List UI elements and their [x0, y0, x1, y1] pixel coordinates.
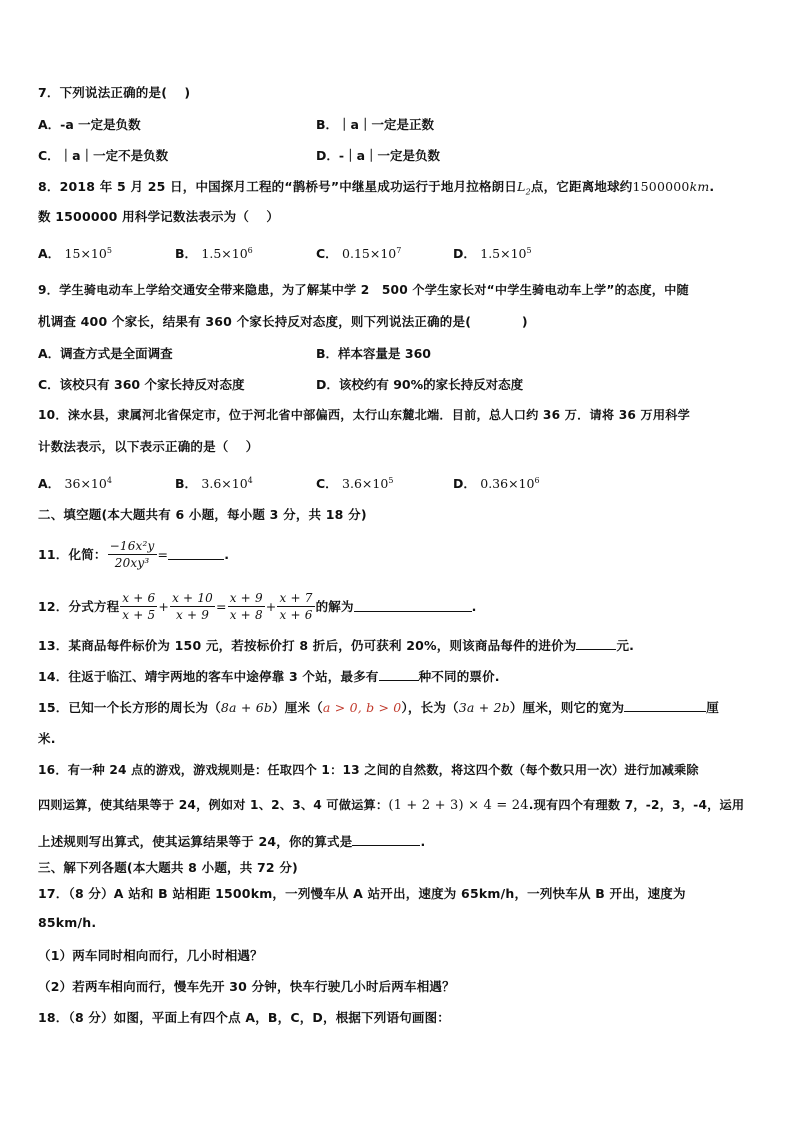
section-2-heading: 二、填空题(本大题共有 6 小题，每小题 3 分，共 18 分) — [38, 507, 367, 522]
question-13: 13．某商品每件标价为 150 元，若按标价打 8 折后，仍可获利 20%，则该商品每件的进价为 元. — [38, 638, 635, 653]
question-8-stem-line2: 数 1500000 用科学记数法表示为（ ） — [38, 209, 280, 224]
answer-blank[interactable] — [576, 638, 616, 650]
question-10-stem-line2: 计数法表示，以下表示正确的是（ ） — [38, 439, 259, 454]
question-17-part-2: （2）若两车相向而行，慢车先开 30 分钟，快车行驶几小时后两车相遇？ — [38, 979, 455, 994]
answer-blank[interactable] — [624, 700, 706, 712]
question-9-option-d: D．该校约有 90%的家长持反对态度 — [316, 377, 524, 392]
answer-blank[interactable] — [352, 834, 420, 846]
question-15-line2: 米. — [38, 731, 56, 746]
distance-unit: km — [689, 179, 710, 194]
lagrange-point-label: $L_2$ — [517, 179, 531, 197]
question-16-line2: 四则运算，使其结果等于 24，例如对 1、2、3、4 可做运算：(1 + 2 + 3) × 4 = 24.现有四个有理数 7，-2，3，-4，运用 — [38, 798, 745, 813]
example-expression: (1 + 2 + 3) × 4 = 24 — [388, 798, 529, 813]
question-9-stem-line2: 机调查 400 个家长，结果有 360 个家长持反对态度，则下列说法正确的是( ) — [38, 314, 528, 329]
question-12: 12．分式方程 $\frac{x + 6}{x + 5}$ + $\frac{x + 10}{x + 9}$ = $\frac{x + 9}{x + 8}$ + $\frac{x + 7}{x + 6}$ 的解为 . — [38, 590, 477, 622]
q11-fraction: $\frac{\text{−16x²y}}{\text{20xy³}}$ — [109, 538, 155, 570]
question-10-option-d: D． $0.36\times 10^6$ — [453, 475, 540, 491]
question-10-option-b: B． $3.6\times 10^4$ — [175, 475, 253, 491]
question-9-stem-line1: 9．学生骑电动车上学给交通安全带来隐患，为了解某中学 2 500 个学生家长对“中学生骑电动车上学”的态度，中随 — [38, 283, 689, 297]
q12-fraction-2: $\frac{x + 10}{x + 9}$ — [172, 590, 213, 622]
question-16-line3: 上述规则写出算式，使其运算结果等于 24，你的算式是 . — [38, 834, 426, 849]
question-17-line2: 85km/h. — [38, 915, 97, 930]
question-18-stem: 18．（8 分）如图，平面上有四个点 A，B，C，D，根据下列语句画图： — [38, 1010, 450, 1025]
question-10-option-c: C． $3.6\times 10^5$ — [316, 475, 394, 491]
question-7-option-c: C．｜a｜一定不是负数 — [38, 148, 169, 163]
question-8-option-c: C． $0.15\times 10^7$ — [316, 245, 402, 261]
question-17-line1: 17．（8 分）A 站和 B 站相距 1500km，一列慢车从 A 站开出，速度为 65km/h，一列快车从 B 开出，速度为 — [38, 886, 686, 901]
question-9-option-c: C．该校只有 360 个家长持反对态度 — [38, 377, 245, 392]
question-7-option-d: D．-｜a｜一定是负数 — [316, 148, 440, 163]
question-16-line1: 16．有一种 24 点的游戏，游戏规则是：任取四个 1：13 之间的自然数，将这四个数（每个数只用一次）进行加减乘除 — [38, 763, 699, 777]
question-15-line1: 15．已知一个长方形的周长为（8a + 6b）厘米（a > 0, b > 0），长为（3a + 2b）厘米，则它的宽为 厘 — [38, 700, 719, 715]
question-7-option-b: B．｜a｜一定是正数 — [316, 117, 434, 132]
question-8-text-b: 点，它距离地球约 — [530, 179, 633, 194]
answer-blank[interactable] — [354, 600, 472, 612]
question-10-stem-line1: 10．涞水县，隶属河北省保定市，位于河北省中部偏西，太行山东麓北端．目前，总人口约 36 万．请将 36 万用科学 — [38, 408, 691, 422]
answer-blank[interactable] — [168, 548, 224, 560]
q12-fraction-4: $\frac{x + 7}{x + 6}$ — [279, 590, 313, 622]
q12-fraction-1: $\frac{x + 6}{x + 5}$ — [122, 590, 156, 622]
question-8-option-b: B． $1.5\times 10^6$ — [175, 245, 253, 261]
question-8-text-a: 8．2018 年 5 月 25 日，中国探月工程的“鹊桥号”中继星成功运行于地月拉格朗日 — [38, 179, 518, 194]
question-8-option-d: D． $1.5\times 10^5$ — [453, 245, 532, 261]
question-9-option-b: B．样本容量是 360 — [316, 346, 431, 361]
q12-fraction-3: $\frac{x + 9}{x + 8}$ — [229, 590, 263, 622]
question-7-stem: 7．下列说法正确的是( ) — [38, 85, 191, 100]
question-11: 11．化简： $\frac{\text{−16x²y}}{\text{20xy³}}$ = . — [38, 538, 230, 570]
section-3-heading: 三、解下列各题(本大题共 8 小题，共 72 分) — [38, 860, 298, 875]
question-8-option-a: A． $15\times 10^5$ — [38, 245, 112, 261]
question-14: 14．往返于临江、靖宇两地的客车中途停靠 3 个站，最多有 种不同的票价. — [38, 669, 500, 684]
question-17-part-1: （1）两车同时相向而行，几小时相遇？ — [38, 948, 263, 963]
question-10-option-a: A． $36\times 10^4$ — [38, 475, 112, 491]
question-9-option-a: A．调查方式是全面调查 — [38, 346, 173, 361]
answer-blank[interactable] — [379, 669, 419, 681]
question-7-option-a: A．-a 一定是负数 — [38, 117, 141, 132]
condition-expression: a > 0, b > 0 — [322, 700, 402, 715]
question-8-stem-line1: 8．2018 年 5 月 25 日，中国探月工程的“鹊桥号”中继星成功运行于地月拉格朗日$L_2$点，它距离地球约1500000km. — [38, 179, 715, 197]
distance-value: 1500000 — [632, 179, 690, 194]
